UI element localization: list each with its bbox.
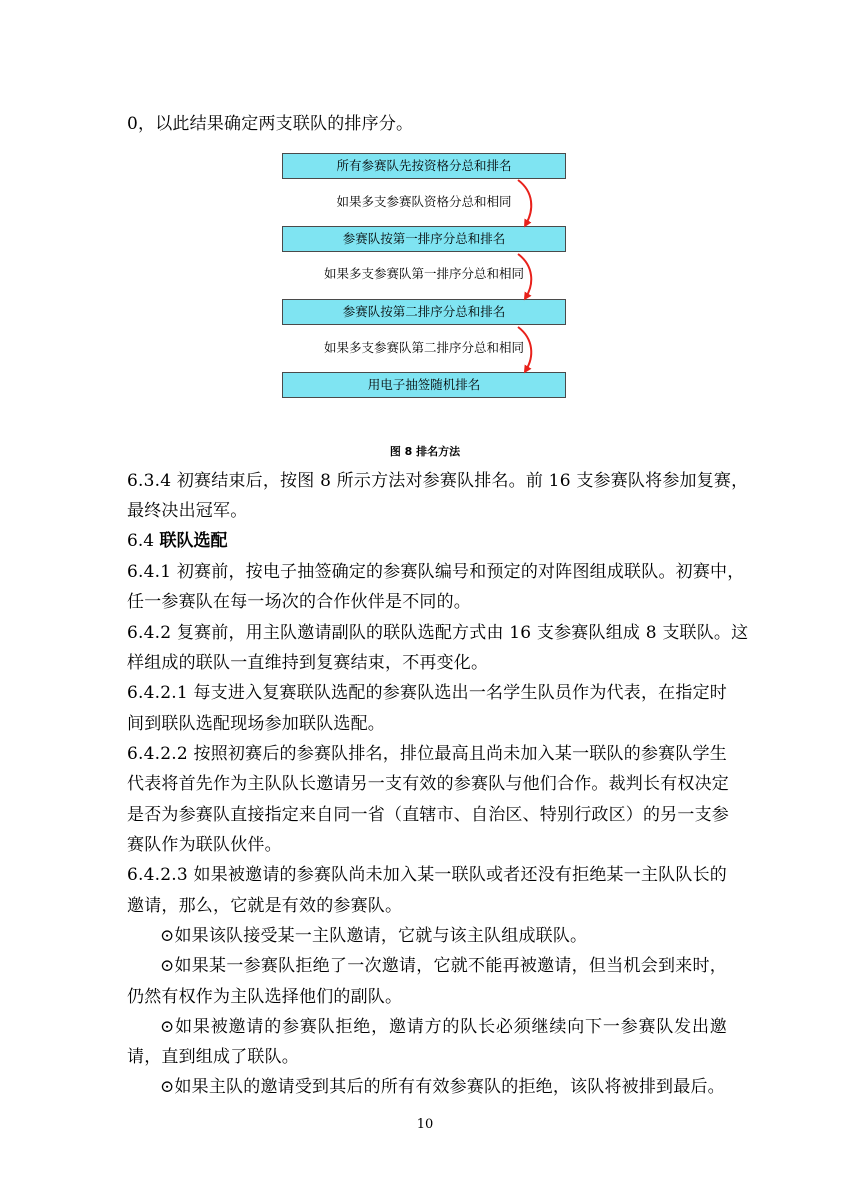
bullet-item-2-line-1 bbox=[160, 954, 727, 978]
bullet-icon: ⊙ bbox=[160, 926, 175, 946]
flow-arrow-2 bbox=[518, 254, 531, 297]
paragraph-6-4-2-2-line-2: 代表将首先作为主队队长邀请另一支有效的参赛队与他们合作。裁判长有权决定 bbox=[127, 774, 729, 794]
bullet-item-4 bbox=[160, 1075, 727, 1099]
bullet-item-1 bbox=[160, 924, 727, 948]
page-number: 10 bbox=[416, 1117, 434, 1132]
bullet-text: 如果该队接受某一主队邀请，它就与该主队组成联队。 bbox=[174, 926, 588, 946]
flow-box-random-draw: 用电子抽签随机排名 bbox=[282, 372, 566, 398]
flow-arrow-3 bbox=[518, 327, 531, 370]
flow-box-qualification: 所有参赛队先按资格分总和排名 bbox=[282, 153, 566, 179]
paragraph-6-4-1-line-1: 6.4.1 初赛前，按电子抽签确定的参赛队编号和预定的对阵图组成联队。初赛中， bbox=[127, 562, 745, 582]
bullet-icon: ⊙ bbox=[160, 1077, 175, 1097]
bullet-item-2-line-2: 仍然有权作为主队选择他们的副队。 bbox=[127, 987, 403, 1007]
figure-caption: 图 8 排名方法 bbox=[389, 445, 461, 458]
section-heading-6-4 bbox=[127, 529, 227, 553]
bullet-item-3-line-2: 请，直到组成了联队。 bbox=[127, 1047, 299, 1067]
paragraph-6-4-2-2-line-1: 6.4.2.2 按照初赛后的参赛队排名，排位最高且尚未加入某一联队的参赛队学生 bbox=[127, 744, 727, 764]
bullet-icon: ⊙ bbox=[160, 1017, 175, 1037]
bullet-text: 如果被邀请的参赛队拒绝，邀请方的队长必须继续向下一参赛队发出邀 bbox=[174, 1017, 727, 1037]
bullet-item-3-line-1 bbox=[160, 1015, 727, 1039]
flow-arrow-1 bbox=[518, 180, 531, 224]
flow-arrows bbox=[500, 170, 560, 380]
paragraph-6-4-2-1-line-1: 6.4.2.1 每支进入复赛联队选配的参赛队选出一名学生队员作为代表，在指定时 bbox=[127, 683, 727, 703]
paragraph-6-4-2-3-line-1: 6.4.2.3 如果被邀请的参赛队尚未加入某一联队或者还没有拒绝某一主队队长的 bbox=[127, 865, 727, 885]
section-number: 6.4 bbox=[127, 531, 160, 551]
flow-condition-3: 如果多支参赛队第二排序分总和相同 bbox=[323, 340, 524, 355]
intro-line: 0，以此结果确定两支联队的排序分。 bbox=[127, 114, 414, 134]
paragraph-6-4-2-2-line-4: 赛队作为联队伙伴。 bbox=[127, 835, 282, 855]
paragraph-6-3-4-line-2: 最终决出冠军。 bbox=[127, 501, 248, 521]
flow-box-second-sort: 参赛队按第二排序分总和排名 bbox=[282, 299, 566, 325]
paragraph-6-3-4-line-1: 6.3.4 初赛结束后，按图 8 所示方法对参赛队排名。前 16 支参赛队将参加复赛， bbox=[127, 471, 749, 491]
paragraph-6-4-1-line-2: 任一参赛队在每一场次的合作伙伴是不同的。 bbox=[127, 592, 471, 612]
paragraph-6-4-2-2-line-3: 是否为参赛队直接指定来自同一省（直辖市、自治区、特别行政区）的另一支参 bbox=[127, 805, 729, 825]
bullet-text: 如果主队的邀请受到其后的所有有效参赛队的拒绝，该队将被排到最后。 bbox=[174, 1077, 725, 1097]
flow-condition-2: 如果多支参赛队第一排序分总和相同 bbox=[323, 266, 524, 281]
flow-condition-1: 如果多支参赛队资格分总和相同 bbox=[336, 194, 512, 209]
paragraph-6-4-2-line-1: 6.4.2 复赛前，用主队邀请副队的联队选配方式由 16 支参赛队组成 8 支联队。这 bbox=[127, 623, 749, 643]
paragraph-6-4-2-1-line-2: 间到联队选配现场参加联队选配。 bbox=[127, 714, 385, 734]
paragraph-6-4-2-line-2: 样组成的联队一直维持到复赛结束，不再变化。 bbox=[127, 653, 489, 673]
bullet-icon: ⊙ bbox=[160, 956, 175, 976]
paragraph-6-4-2-3-line-2: 邀请，那么，它就是有效的参赛队。 bbox=[127, 896, 403, 916]
section-title: 联队选配 bbox=[159, 531, 228, 551]
bullet-text: 如果某一参赛队拒绝了一次邀请，它就不能再被邀请，但当机会到来时， bbox=[174, 956, 727, 976]
flow-box-first-sort: 参赛队按第一排序分总和排名 bbox=[282, 226, 566, 252]
